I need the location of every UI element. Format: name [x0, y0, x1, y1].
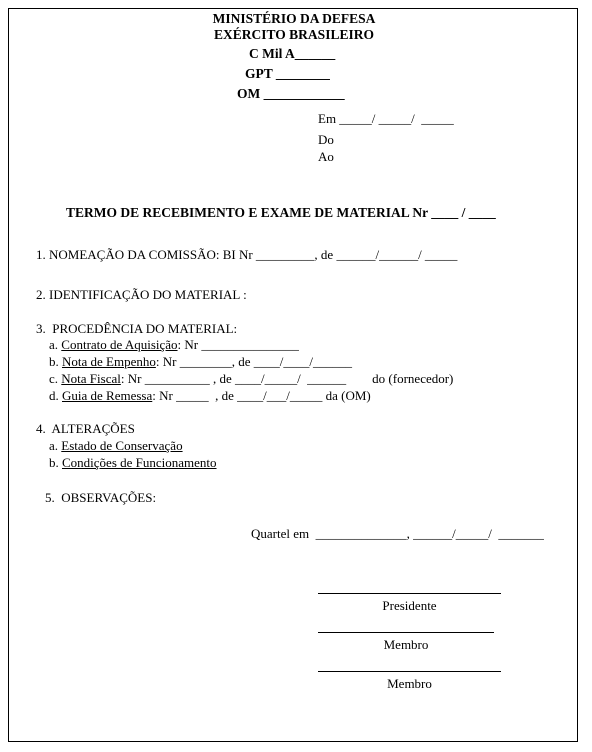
section-3a-contract: a. Contrato de Aquisição: Nr _______________ — [49, 337, 299, 352]
member1-signature-line — [318, 632, 494, 633]
section-3c-invoice: c. Nota Fiscal: Nr __________ , de ____/_____/ ______ do (fornecedor) — [49, 371, 454, 386]
section-4a-conservation: a. Estado de Conservação — [49, 438, 183, 453]
date-line: Em _____/ _____/ _____ — [318, 111, 454, 126]
section-2-identification: 2. IDENTIFICAÇÃO DO MATERIAL : — [36, 287, 247, 302]
army-line: EXÉRCITO BRASILEIRO — [214, 27, 374, 42]
section-3b-commitment-note: b. Nota de Empenho: Nr ________, de ____/____/______ — [49, 354, 352, 369]
member2-signature-line — [318, 671, 501, 672]
section-3-heading: 3. PROCEDÊNCIA DO MATERIAL: — [36, 321, 238, 336]
om-line: OM ____________ — [237, 86, 345, 101]
from-line: Do — [318, 132, 334, 147]
member1-label: Membro — [383, 637, 429, 652]
document-page — [8, 8, 578, 742]
to-line: Ao — [318, 149, 334, 164]
ministry-line: MINISTÉRIO DA DEFESA — [212, 11, 376, 26]
section-5-observations: 5. OBSERVAÇÕES: — [45, 490, 157, 505]
president-signature-line — [318, 593, 501, 594]
quartel-date-line: Quartel em ______________, ______/_____/ _______ — [251, 526, 544, 541]
gpt-line: GPT ________ — [245, 66, 330, 81]
president-label: Presidente — [382, 598, 437, 613]
cmil-line: C Mil A______ — [249, 46, 336, 61]
document-title: TERMO DE RECEBIMENTO E EXAME DE MATERIAL Nr ____ / ____ — [66, 205, 496, 220]
section-4-heading: 4. ALTERAÇÕES — [36, 421, 135, 436]
section-4b-functioning: b. Condições de Funcionamento — [49, 455, 217, 470]
member2-label: Membro — [387, 676, 432, 691]
section-1-nomination: 1. NOMEAÇÃO DA COMISSÃO: BI Nr _________, de ______/______/ _____ — [36, 247, 458, 262]
section-3d-shipping-guide: d. Guia de Remessa: Nr _____ , de ____/___/_____ da (OM) — [49, 388, 371, 403]
